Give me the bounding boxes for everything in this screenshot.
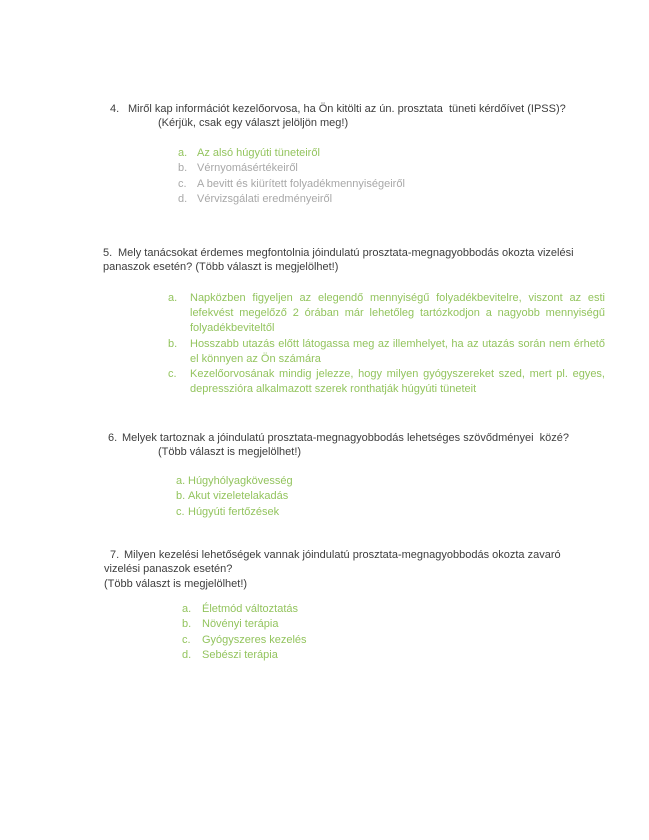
- option-5a: [168, 291, 605, 337]
- option-4d-letter: d.: [178, 192, 188, 205]
- option-4d-text: Vérvizsgálati eredményeiről: [197, 192, 333, 205]
- option-5c-letter: c.: [168, 368, 177, 381]
- option-5b-letter: b.: [168, 337, 178, 350]
- option-7c: [182, 633, 307, 648]
- option-5a-letter: a.: [168, 292, 178, 304]
- option-6b: [176, 489, 293, 504]
- question-5-text-line2: panaszok esetén? (Több választ is megjelölhet!): [103, 261, 339, 274]
- option-7c-letter: c.: [182, 633, 191, 646]
- option-7a-text: Életmód változtatás: [202, 603, 298, 615]
- option-7a: [182, 602, 307, 617]
- option-4a: [178, 146, 405, 161]
- question-5-title: [103, 246, 574, 260]
- option-6c-letter: c.: [176, 505, 185, 518]
- option-6c: [176, 505, 293, 520]
- option-4d: [178, 192, 405, 207]
- option-7b-text: Növényi terápia: [202, 618, 279, 631]
- question-7-instruction: (Több választ is megjelölhet!): [104, 577, 248, 590]
- question-6-options: [176, 474, 293, 520]
- question-6: [108, 431, 569, 460]
- question-5: [103, 246, 574, 275]
- question-4-number: 4.: [110, 103, 120, 115]
- option-7a-letter: a.: [182, 603, 192, 615]
- option-5b: [168, 337, 605, 367]
- option-4a-text: Az alsó húgyúti tüneteiről: [197, 147, 320, 159]
- option-7d-letter: d.: [182, 648, 192, 661]
- question-4-options: [178, 146, 405, 207]
- question-6-text: Melyek tartoznak a jóindulatú prosztata-megnagyobbodás lehetséges szövődményei közé?: [122, 432, 569, 444]
- option-5b-text: Hosszabb utazás előtt látogassa meg az illemhelyet, ha az utazás során nem érhető el könnyen az Ön számára: [190, 337, 605, 365]
- question-7-title: [110, 548, 561, 562]
- option-6a: [176, 474, 293, 489]
- option-5c-text: Kezelőorvosának mindig jelezze, hogy milyen gyógyszereket szed, mert pl. egyes, depresszióra alkalmazott szerek ronthatják húgyúti tüneteit: [190, 368, 605, 396]
- option-7d-text: Sebészi terápia: [202, 648, 278, 661]
- question-4-text: Miről kap információt kezelőorvosa, ha Ön kitölti az ún. prosztata tüneti kérdőívet (IPSS)?: [128, 103, 566, 115]
- question-5-number: 5.: [103, 247, 113, 259]
- question-7-text-line2: vizelési panaszok esetén?: [104, 563, 233, 576]
- question-4: [110, 102, 566, 131]
- option-7b-letter: b.: [182, 618, 192, 631]
- option-6a-text: Húgyhólyagkövesség: [188, 475, 293, 487]
- question-5-options: [168, 291, 605, 397]
- question-7-text: Milyen kezelési lehetőségek vannak jóindulatú prosztata-megnagyobbodás okozta zavaró: [124, 549, 561, 561]
- option-4c: [178, 177, 405, 192]
- option-7c-text: Gyógyszeres kezelés: [202, 633, 307, 646]
- question-4-instruction: (Kérjük, csak egy választ jelöljön meg!): [158, 117, 349, 130]
- question-6-instruction: (Több választ is megjelölhet!): [158, 446, 302, 459]
- question-6-number: 6.: [108, 432, 118, 444]
- option-5c: [168, 367, 605, 397]
- question-4-title: [110, 102, 566, 116]
- option-4b-text: Vérnyomásértékeiről: [197, 162, 298, 175]
- option-4b-letter: b.: [178, 162, 188, 175]
- question-7-number: 7.: [110, 549, 120, 561]
- option-5a-text: Napközben figyeljen az elegendő mennyiségű folyadékbevitelre, viszont az esti lefekvést megelőző 2 órában már lehetőleg tartózkodjon a nagyobb mennyiségű folyadékbeviteltől: [190, 292, 605, 335]
- question-7-options: [182, 602, 307, 663]
- option-6c-text: Húgyúti fertőzések: [188, 505, 280, 518]
- option-7d: [182, 648, 307, 663]
- option-7b: [182, 617, 307, 632]
- option-4c-letter: c.: [178, 177, 187, 190]
- option-6a-letter: a.: [176, 475, 186, 487]
- option-4c-text: A bevitt és kiürített folyadékmennyiségeiről: [197, 177, 405, 190]
- option-4a-letter: a.: [178, 147, 188, 159]
- option-6b-letter: b.: [176, 490, 186, 503]
- question-7: [104, 548, 561, 591]
- option-6b-text: Akut vizeletelakadás: [188, 490, 289, 503]
- option-4b: [178, 161, 405, 176]
- question-5-text: Mely tanácsokat érdemes megfontolnia jóindulatú prosztata-megnagyobbodás okozta vizelési: [118, 247, 574, 259]
- question-6-title: [108, 431, 569, 445]
